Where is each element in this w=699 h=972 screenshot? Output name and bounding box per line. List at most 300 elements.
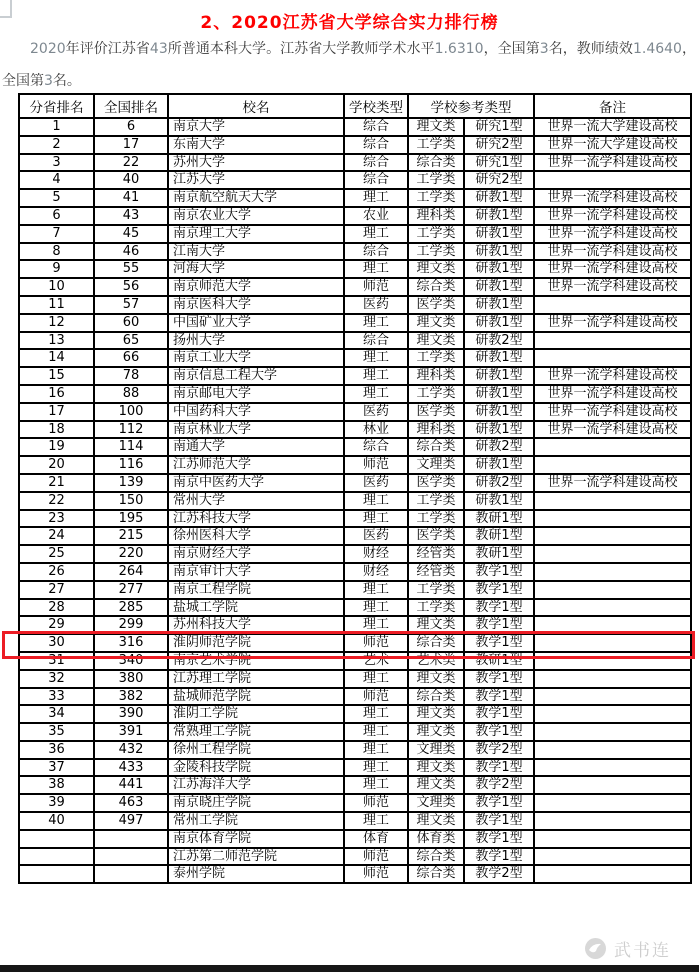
cell-school-type: 理工 — [344, 314, 408, 332]
table-header-row — [19, 94, 691, 118]
cell-ref-type: 研教1型 — [464, 456, 534, 474]
cell-note — [534, 349, 691, 367]
cell-rank-province: 38 — [19, 776, 94, 794]
table-row — [19, 670, 691, 688]
cell-ref-category: 理文类 — [408, 260, 464, 278]
cell-rank-national — [94, 848, 168, 866]
cell-ref-category: 医学类 — [408, 403, 464, 421]
table-row — [19, 848, 691, 866]
cell-rank-province: 1 — [19, 118, 94, 136]
cell-rank-national: 60 — [94, 314, 168, 332]
table-row — [19, 438, 691, 456]
cell-rank-national: 41 — [94, 189, 168, 207]
cell-rank-national: 382 — [94, 688, 168, 706]
cell-school-type: 理工 — [344, 741, 408, 759]
header-rank-national: 全国排名 — [94, 94, 168, 118]
cell-rank-province: 2 — [19, 136, 94, 154]
table-row — [19, 581, 691, 599]
cell-ref-category: 文理类 — [408, 794, 464, 812]
cell-rank-province: 11 — [19, 296, 94, 314]
cell-rank-national: 46 — [94, 243, 168, 261]
cell-ref-category: 体育类 — [408, 830, 464, 848]
table-row — [19, 705, 691, 723]
cell-ref-category: 工学类 — [408, 492, 464, 510]
cell-ref-type: 教研1型 — [464, 527, 534, 545]
cell-rank-national: 22 — [94, 154, 168, 172]
cell-school-name: 南京财经大学 — [168, 545, 344, 563]
wushulian-logo-icon — [584, 937, 607, 960]
cell-ref-type: 研教1型 — [464, 403, 534, 421]
cell-rank-province: 21 — [19, 474, 94, 492]
cell-school-name: 江苏科技大学 — [168, 510, 344, 528]
cell-ref-category: 医学类 — [408, 296, 464, 314]
cell-ref-type: 研教1型 — [464, 260, 534, 278]
cell-rank-province: 7 — [19, 225, 94, 243]
cell-rank-province: 24 — [19, 527, 94, 545]
table-row — [19, 403, 691, 421]
cell-school-name: 南京农业大学 — [168, 207, 344, 225]
table-row — [19, 243, 691, 261]
cell-ref-category: 理文类 — [408, 118, 464, 136]
cell-school-type: 师范 — [344, 688, 408, 706]
cell-rank-province: 36 — [19, 741, 94, 759]
cell-ref-type: 研教1型 — [464, 207, 534, 225]
cell-school-name: 南京师范大学 — [168, 278, 344, 296]
cell-school-name: 江苏大学 — [168, 171, 344, 189]
cell-school-name: 南京信息工程大学 — [168, 367, 344, 385]
cell-rank-national: 433 — [94, 759, 168, 777]
cell-rank-national: 17 — [94, 136, 168, 154]
intro-number: 43 — [149, 41, 168, 57]
cell-school-name: 江苏师范大学 — [168, 456, 344, 474]
cell-rank-province: 8 — [19, 243, 94, 261]
cell-rank-national: 56 — [94, 278, 168, 296]
table-row — [19, 349, 691, 367]
cell-rank-province — [19, 865, 94, 883]
cell-note — [534, 581, 691, 599]
cell-ref-category: 理文类 — [408, 314, 464, 332]
intro-text: 所普通本科大学。江苏省大学教师学术水平 — [167, 41, 435, 57]
cell-ref-type: 教研1型 — [464, 652, 534, 670]
cell-ref-type: 研究1型 — [464, 154, 534, 172]
cell-rank-province: 20 — [19, 456, 94, 474]
cell-school-type: 理工 — [344, 776, 408, 794]
watermark — [584, 936, 671, 961]
table-row — [19, 136, 691, 154]
cell-rank-province: 18 — [19, 421, 94, 439]
cell-rank-province: 4 — [19, 171, 94, 189]
cell-school-type: 医药 — [344, 474, 408, 492]
cell-school-name: 南京医科大学 — [168, 296, 344, 314]
cell-ref-type: 教学1型 — [464, 688, 534, 706]
cell-rank-national: 88 — [94, 385, 168, 403]
cell-school-type: 医药 — [344, 527, 408, 545]
cell-school-name: 常熟理工学院 — [168, 723, 344, 741]
cell-school-type: 理工 — [344, 225, 408, 243]
cell-rank-national: 114 — [94, 438, 168, 456]
cell-ref-category: 综合类 — [408, 688, 464, 706]
cell-school-type: 师范 — [344, 456, 408, 474]
cell-ref-type: 教学2型 — [464, 741, 534, 759]
cell-school-name: 南京航空航天大学 — [168, 189, 344, 207]
cell-ref-category: 医学类 — [408, 527, 464, 545]
cell-ref-type: 研教1型 — [464, 189, 534, 207]
cell-school-name: 江南大学 — [168, 243, 344, 261]
cell-rank-province: 17 — [19, 403, 94, 421]
cell-rank-province: 39 — [19, 794, 94, 812]
cell-note: 世界一流学科建设高校 — [534, 154, 691, 172]
cell-school-name: 泰州学院 — [168, 865, 344, 883]
header-school-type: 学校类型 — [344, 94, 408, 118]
cell-note — [534, 670, 691, 688]
cell-note: 世界一流学科建设高校 — [534, 260, 691, 278]
table-row — [19, 865, 691, 883]
cell-rank-province: 3 — [19, 154, 94, 172]
cell-school-name: 南京邮电大学 — [168, 385, 344, 403]
cell-note — [534, 616, 691, 634]
cell-rank-national — [94, 865, 168, 883]
page-title: 2、2020江苏省大学综合实力排行榜 — [200, 13, 499, 33]
cell-school-name: 淮阴工学院 — [168, 705, 344, 723]
cell-rank-national: 264 — [94, 563, 168, 581]
cell-ref-category: 艺术类 — [408, 652, 464, 670]
cell-ref-category: 理科类 — [408, 367, 464, 385]
cell-ref-type: 教研1型 — [464, 545, 534, 563]
cell-school-type: 理工 — [344, 510, 408, 528]
cell-rank-national: 340 — [94, 652, 168, 670]
table-row — [19, 118, 691, 136]
cell-rank-national — [94, 830, 168, 848]
cell-rank-national: 277 — [94, 581, 168, 599]
cell-rank-national: 299 — [94, 616, 168, 634]
cell-ref-category: 理科类 — [408, 207, 464, 225]
cell-note: 世界一流学科建设高校 — [534, 314, 691, 332]
cell-ref-type: 教学1型 — [464, 848, 534, 866]
cell-note — [534, 741, 691, 759]
cell-note — [534, 456, 691, 474]
cell-ref-category: 医学类 — [408, 474, 464, 492]
cell-ref-type: 教学1型 — [464, 616, 534, 634]
cell-note — [534, 438, 691, 456]
cell-school-name: 盐城工学院 — [168, 599, 344, 617]
cell-school-name: 徐州医科大学 — [168, 527, 344, 545]
cell-school-type: 综合 — [344, 171, 408, 189]
cell-rank-province — [19, 830, 94, 848]
cell-school-name: 河海大学 — [168, 260, 344, 278]
table-row — [19, 296, 691, 314]
cell-school-type: 理工 — [344, 723, 408, 741]
cell-school-name: 南京审计大学 — [168, 563, 344, 581]
cell-rank-province: 25 — [19, 545, 94, 563]
cell-school-name: 南京艺术学院 — [168, 652, 344, 670]
ranking-table — [18, 93, 692, 884]
table-row — [19, 171, 691, 189]
intro-number: 1.6310 — [434, 41, 484, 57]
intro-text: ，全国第 — [483, 41, 540, 57]
cell-note — [534, 688, 691, 706]
cell-note — [534, 171, 691, 189]
intro-paragraph — [2, 33, 696, 97]
cell-ref-type: 研教1型 — [464, 492, 534, 510]
table-row — [19, 776, 691, 794]
cell-school-name: 常州大学 — [168, 492, 344, 510]
cell-ref-category: 理文类 — [408, 332, 464, 350]
cell-ref-category: 工学类 — [408, 349, 464, 367]
cell-rank-province: 16 — [19, 385, 94, 403]
cell-ref-type: 研究2型 — [464, 171, 534, 189]
cell-school-type: 理工 — [344, 599, 408, 617]
intro-text: 年评价江苏省 — [65, 41, 150, 57]
cell-school-name: 扬州大学 — [168, 332, 344, 350]
cell-rank-national: 43 — [94, 207, 168, 225]
cell-rank-national: 65 — [94, 332, 168, 350]
table-row — [19, 652, 691, 670]
cell-ref-category: 工学类 — [408, 171, 464, 189]
cell-ref-type: 教学1型 — [464, 723, 534, 741]
cell-ref-category: 理文类 — [408, 759, 464, 777]
table-row — [19, 599, 691, 617]
cell-school-name: 苏州科技大学 — [168, 616, 344, 634]
cell-ref-category: 文理类 — [408, 741, 464, 759]
cell-school-type: 理工 — [344, 367, 408, 385]
cell-ref-type: 研教1型 — [464, 421, 534, 439]
cell-school-name: 南京理工大学 — [168, 225, 344, 243]
cell-note — [534, 296, 691, 314]
cell-rank-national: 220 — [94, 545, 168, 563]
cell-rank-province: 34 — [19, 705, 94, 723]
cell-rank-province: 26 — [19, 563, 94, 581]
cell-ref-type: 研教1型 — [464, 385, 534, 403]
cell-ref-type: 教学1型 — [464, 581, 534, 599]
cell-rank-province: 37 — [19, 759, 94, 777]
cell-school-type: 林业 — [344, 421, 408, 439]
cell-school-type: 理工 — [344, 492, 408, 510]
cell-rank-national: 40 — [94, 171, 168, 189]
watermark-label: 武书连 — [614, 941, 671, 961]
cell-school-name: 徐州工程学院 — [168, 741, 344, 759]
table-row — [19, 812, 691, 830]
cell-note — [534, 599, 691, 617]
table-body — [19, 118, 691, 883]
intro-number: 1.4640 — [632, 41, 682, 57]
cell-school-type: 体育 — [344, 830, 408, 848]
cell-rank-province: 5 — [19, 189, 94, 207]
cell-note — [534, 723, 691, 741]
cell-rank-national: 78 — [94, 367, 168, 385]
cell-school-type: 财经 — [344, 563, 408, 581]
cell-ref-category: 工学类 — [408, 243, 464, 261]
intro-number: 2020 — [30, 41, 66, 57]
cell-rank-national: 45 — [94, 225, 168, 243]
cell-note: 世界一流学科建设高校 — [534, 367, 691, 385]
cell-school-name: 东南大学 — [168, 136, 344, 154]
cell-ref-type: 教学2型 — [464, 776, 534, 794]
cell-note — [534, 848, 691, 866]
cell-school-name: 金陵科技学院 — [168, 759, 344, 777]
cell-rank-national: 57 — [94, 296, 168, 314]
cell-ref-type: 研教1型 — [464, 349, 534, 367]
table-row — [19, 527, 691, 545]
cell-rank-province: 15 — [19, 367, 94, 385]
cell-note — [534, 830, 691, 848]
cell-rank-national: 432 — [94, 741, 168, 759]
cell-ref-type: 研究2型 — [464, 136, 534, 154]
intro-text: 名。 — [52, 73, 81, 89]
cell-school-type: 理工 — [344, 616, 408, 634]
cell-school-type: 医药 — [344, 296, 408, 314]
cell-school-type: 综合 — [344, 154, 408, 172]
cell-rank-province: 28 — [19, 599, 94, 617]
cell-school-type: 理工 — [344, 189, 408, 207]
cell-note: 世界一流学科建设高校 — [534, 189, 691, 207]
cell-ref-category: 工学类 — [408, 581, 464, 599]
table-row — [19, 474, 691, 492]
cell-ref-category: 综合类 — [408, 865, 464, 883]
cell-ref-type: 教学1型 — [464, 794, 534, 812]
table-row — [19, 278, 691, 296]
cell-school-name: 南京体育学院 — [168, 830, 344, 848]
cell-rank-national: 285 — [94, 599, 168, 617]
cell-school-type: 财经 — [344, 545, 408, 563]
cell-ref-category: 工学类 — [408, 189, 464, 207]
cell-school-name: 常州工学院 — [168, 812, 344, 830]
cell-rank-province: 13 — [19, 332, 94, 350]
cell-rank-national: 391 — [94, 723, 168, 741]
cell-school-type: 理工 — [344, 670, 408, 688]
cell-note: 世界一流学科建设高校 — [534, 278, 691, 296]
bottom-dark-bar — [0, 965, 699, 972]
cell-ref-type: 教研1型 — [464, 510, 534, 528]
cell-rank-national: 112 — [94, 421, 168, 439]
cell-ref-category: 综合类 — [408, 154, 464, 172]
intro-text: ，全国第 — [2, 41, 697, 89]
cell-school-type: 理工 — [344, 759, 408, 777]
cell-note — [534, 759, 691, 777]
cell-note — [534, 545, 691, 563]
table-row — [19, 563, 691, 581]
cell-note — [534, 332, 691, 350]
cell-ref-category: 综合类 — [408, 848, 464, 866]
cell-school-name: 中国矿业大学 — [168, 314, 344, 332]
cell-ref-type: 教学1型 — [464, 705, 534, 723]
cell-school-name: 南京大学 — [168, 118, 344, 136]
cell-ref-type: 研教2型 — [464, 474, 534, 492]
cell-rank-national: 463 — [94, 794, 168, 812]
table-row — [19, 759, 691, 777]
cell-ref-type: 研教1型 — [464, 314, 534, 332]
cell-ref-category: 理文类 — [408, 616, 464, 634]
cell-note: 世界一流学科建设高校 — [534, 207, 691, 225]
cell-school-type: 理工 — [344, 705, 408, 723]
cell-ref-type: 教学1型 — [464, 634, 534, 652]
header-rank-province: 分省排名 — [19, 94, 94, 118]
cell-ref-type: 研教2型 — [464, 332, 534, 350]
cell-ref-type: 教学2型 — [464, 865, 534, 883]
cell-ref-category: 理文类 — [408, 776, 464, 794]
table-row — [19, 154, 691, 172]
cell-note: 世界一流大学建设高校 — [534, 136, 691, 154]
cell-note — [534, 865, 691, 883]
cell-ref-category: 理文类 — [408, 723, 464, 741]
table-row — [19, 332, 691, 350]
cell-school-name: 南京晓庄学院 — [168, 794, 344, 812]
cell-ref-category: 综合类 — [408, 634, 464, 652]
cell-ref-type: 研教1型 — [464, 278, 534, 296]
cell-school-type: 艺术 — [344, 652, 408, 670]
cell-rank-province: 29 — [19, 616, 94, 634]
cell-note — [534, 812, 691, 830]
cell-ref-type: 研教1型 — [464, 296, 534, 314]
cell-ref-type: 研教1型 — [464, 225, 534, 243]
cell-ref-type: 研教1型 — [464, 367, 534, 385]
cell-note: 世界一流学科建设高校 — [534, 403, 691, 421]
cell-rank-national: 6 — [94, 118, 168, 136]
table-row — [19, 225, 691, 243]
cell-school-type: 综合 — [344, 438, 408, 456]
cell-school-type: 综合 — [344, 243, 408, 261]
cell-school-name: 江苏第二师范学院 — [168, 848, 344, 866]
cell-note — [534, 634, 691, 652]
cell-ref-type: 教学1型 — [464, 563, 534, 581]
cell-school-type: 医药 — [344, 403, 408, 421]
cell-school-type: 综合 — [344, 136, 408, 154]
cell-rank-national: 55 — [94, 260, 168, 278]
cell-rank-province: 9 — [19, 260, 94, 278]
cell-school-name: 南京工程学院 — [168, 581, 344, 599]
cell-ref-type: 教学1型 — [464, 812, 534, 830]
table-row — [19, 492, 691, 510]
cell-rank-national: 150 — [94, 492, 168, 510]
cell-school-type: 师范 — [344, 634, 408, 652]
intro-number: 3 — [539, 41, 549, 57]
header-ref-type: 学校参考类型 — [408, 94, 534, 118]
table-row — [19, 456, 691, 474]
cell-school-name: 南京工业大学 — [168, 349, 344, 367]
cell-ref-type: 教学1型 — [464, 670, 534, 688]
cell-school-name: 江苏理工学院 — [168, 670, 344, 688]
cell-school-name: 南京中医药大学 — [168, 474, 344, 492]
cell-school-type: 师范 — [344, 865, 408, 883]
cell-rank-province: 6 — [19, 207, 94, 225]
cell-school-type: 理工 — [344, 581, 408, 599]
cell-rank-national: 139 — [94, 474, 168, 492]
cell-rank-province: 23 — [19, 510, 94, 528]
table-row — [19, 634, 691, 652]
cell-ref-category: 综合类 — [408, 438, 464, 456]
cell-note — [534, 705, 691, 723]
cell-rank-province: 22 — [19, 492, 94, 510]
cell-rank-national: 116 — [94, 456, 168, 474]
cell-note — [534, 492, 691, 510]
cell-ref-type: 研教1型 — [464, 243, 534, 261]
cell-school-name: 苏州大学 — [168, 154, 344, 172]
cell-rank-national: 215 — [94, 527, 168, 545]
table-row — [19, 723, 691, 741]
cell-school-type: 综合 — [344, 118, 408, 136]
cell-school-name: 南京林业大学 — [168, 421, 344, 439]
header-school-name: 校名 — [168, 94, 344, 118]
cell-ref-type: 教学1型 — [464, 759, 534, 777]
table-row — [19, 616, 691, 634]
cell-note — [534, 527, 691, 545]
cell-note — [534, 794, 691, 812]
table-row — [19, 830, 691, 848]
cell-school-name: 南通大学 — [168, 438, 344, 456]
cell-rank-province: 35 — [19, 723, 94, 741]
cell-note: 世界一流学科建设高校 — [534, 225, 691, 243]
header-note: 备注 — [534, 94, 691, 118]
cell-school-type: 理工 — [344, 260, 408, 278]
